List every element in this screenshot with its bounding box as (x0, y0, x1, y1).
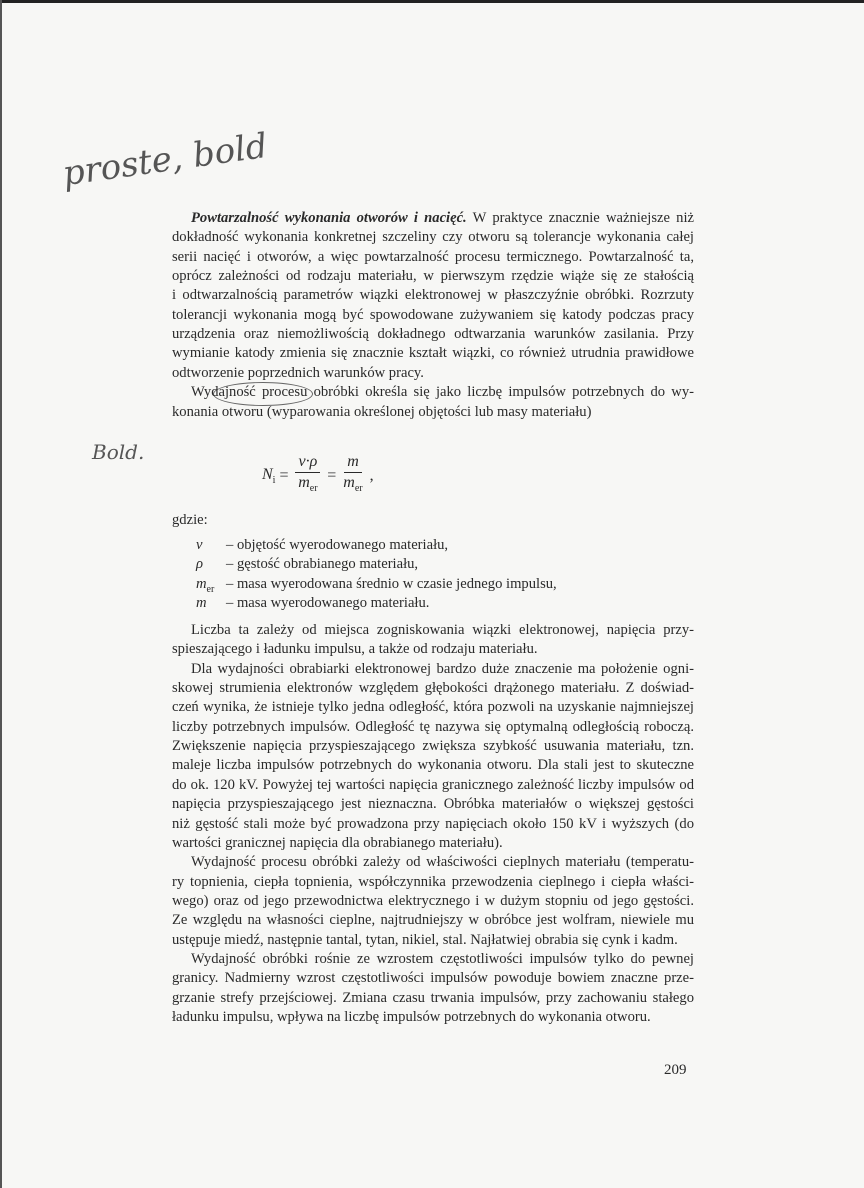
text-line: oprócz zależności od rodzaju materiału, w pierwszym rzędzie wiąże się ze stałością (172, 268, 694, 285)
section-heading-line (191, 209, 694, 228)
handwritten-note-top: proste, bold (60, 125, 270, 195)
text-line: urządzenia oraz niemożliwością dokładnego odtwarzania warunków zasilania. Przy (172, 326, 694, 343)
handwritten-note-side: Bold. (92, 440, 145, 464)
text-line: Ze względu na własności cieplne, najtrudniejszy w obróbce jest wolfram, niewiele mu (172, 912, 694, 929)
text-line: wymianie katody zmienia się znacznie kształt wiązki, co również utrudnia prawidłowe (172, 345, 694, 362)
symbol: ρ (196, 556, 204, 573)
text: W praktyce znacznie ważniejsze niż (472, 210, 694, 226)
definition-text: – gęstość obrabianego materiału, (226, 556, 419, 573)
fraction-1: $\frac{v\cdot\rho}{m_{er}}$ (295, 452, 320, 499)
formula-lhs: $N_i$ (262, 465, 276, 486)
symbol: $m_{er}$ (196, 575, 215, 595)
text-line: odtworzenie poprzednich warunków pracy. (172, 364, 424, 381)
page-number: 209 (664, 1062, 687, 1078)
definition-text: – objętość wyerodowanego materiału, (226, 537, 449, 553)
text-line: Zwiększenie napięcia przyspieszającego zwiększa szybkość usuwania materiału, tzn. (172, 738, 694, 755)
definition-text: – masa wyerodowana średnio w czasie jednego impulsu, (226, 575, 557, 592)
text-line: Wydajność procesu obróbki zależy od właściwości cieplnych materiału (temperatu- (191, 854, 694, 871)
text-line: Wydajność procesu obróbki określa się jako liczbę impulsów potrzebnych do wy- (191, 384, 694, 401)
text-line: czeń wynika, że istnieje tylko jedna odległość, która pozwoli na uzyskanie najmniejszej (172, 699, 694, 716)
text-line: ry topnienia, ciepła topnienia, współczynnika przewodzenia cieplnego i ciepła właści- (172, 873, 694, 890)
fraction-2: $\frac{m}{m_{er}}$ (343, 453, 363, 495)
equals: = (327, 466, 337, 484)
text-line: konania otworu (wyparowania określonej objętości lub masy materiału) (172, 403, 592, 420)
text-line: napięcia przyspieszającego jest nieznaczna. Obróbka materiałów o większej gęstości (172, 796, 694, 813)
scan-left-edge (0, 0, 2, 1188)
scan-top-edge (0, 0, 864, 3)
symbol: v (196, 537, 203, 553)
text-line: ustępuje miedź, następnie tantal, tytan, nikiel, stal. Najłatwiej obrabia się cynk i kadm. (172, 931, 678, 948)
definitions-intro: gdzie: (172, 512, 208, 528)
text-line: granicy. Nadmierny wzrost częstotliwości impulsów powoduje bowiem znaczne prze- (172, 970, 694, 987)
text-line: Liczba ta zależy od miejsca zogniskowania wiązki elektronowej, napięcia przy- (191, 622, 694, 638)
text-line: grzanie strefy przejściowej. Zmiana czasu trwania impulsów, przy zachowaniu stałego (172, 989, 694, 1006)
text-line: serii nacięć i otworów, a więc powtarzalność procesu termicznego. Powtarzalność ta, (172, 248, 694, 265)
formula-comma: , (369, 466, 374, 484)
text-line: ładunku impulsu, wpływa na liczbę impulsów potrzebnych do wykonania otworu. (172, 1009, 651, 1025)
text-line: tolerancji wykonania mogą być spowodowane zużywaniem się katody podczas pracy (172, 306, 694, 323)
symbol: m (196, 595, 207, 612)
text-line: i odtwarzalnością parametrów wiązki elektronowej w płaszczyźnie obróbki. Rozrzuty (172, 287, 694, 304)
text-line: liczby potrzebnych impulsów. Odległość tę nazywa się optymalną odległością roboczą. (172, 718, 694, 735)
text-line: do ok. 120 kV. Powyżej tej wartości napięcia granicznego zależność liczby impulsów od (172, 776, 694, 793)
definition-item (196, 594, 429, 618)
equals: = (279, 466, 289, 484)
text-line: spieszającego i ładunku impulsu, a także od rodzaju materiału. (172, 641, 538, 658)
text-line: Wydajność obróbki rośnie ze wzrostem częstotliwości impulsów tylko do pewnej (191, 950, 694, 967)
definition-text: – masa wyerodowanego materiału. (226, 595, 430, 612)
text-line: Dla wydajności obrabiarki elektronowej bardzo duże znaczenie ma położenie ogni- (191, 660, 694, 677)
section-title: Powtarzalność wykonania otworów i nacięć. (191, 210, 467, 226)
text-line: niż gęstość stali może być prowadzona przy napięciach około 150 kV i wyższych (do (172, 815, 694, 832)
text-line: maleje liczba impulsów potrzebnych do wykonania otworu. Dla stali jest to skuteczne (172, 757, 694, 774)
text-line: skowej strumienia elektronów względem głębokości drążonego materiału. Z doświad- (172, 680, 694, 697)
text-line: wego) oraz od jego przewodnictwa elektrycznego i w dużym stopniu od jego gęstości. (172, 892, 694, 909)
formula (262, 452, 374, 499)
text-line: dokładność wykonania konkretnej szczeliny czy otworu są tolerancje wykonania całej (172, 229, 694, 246)
text-line: wartości granicznej napięcia dla obrabianego materiału). (172, 834, 503, 851)
